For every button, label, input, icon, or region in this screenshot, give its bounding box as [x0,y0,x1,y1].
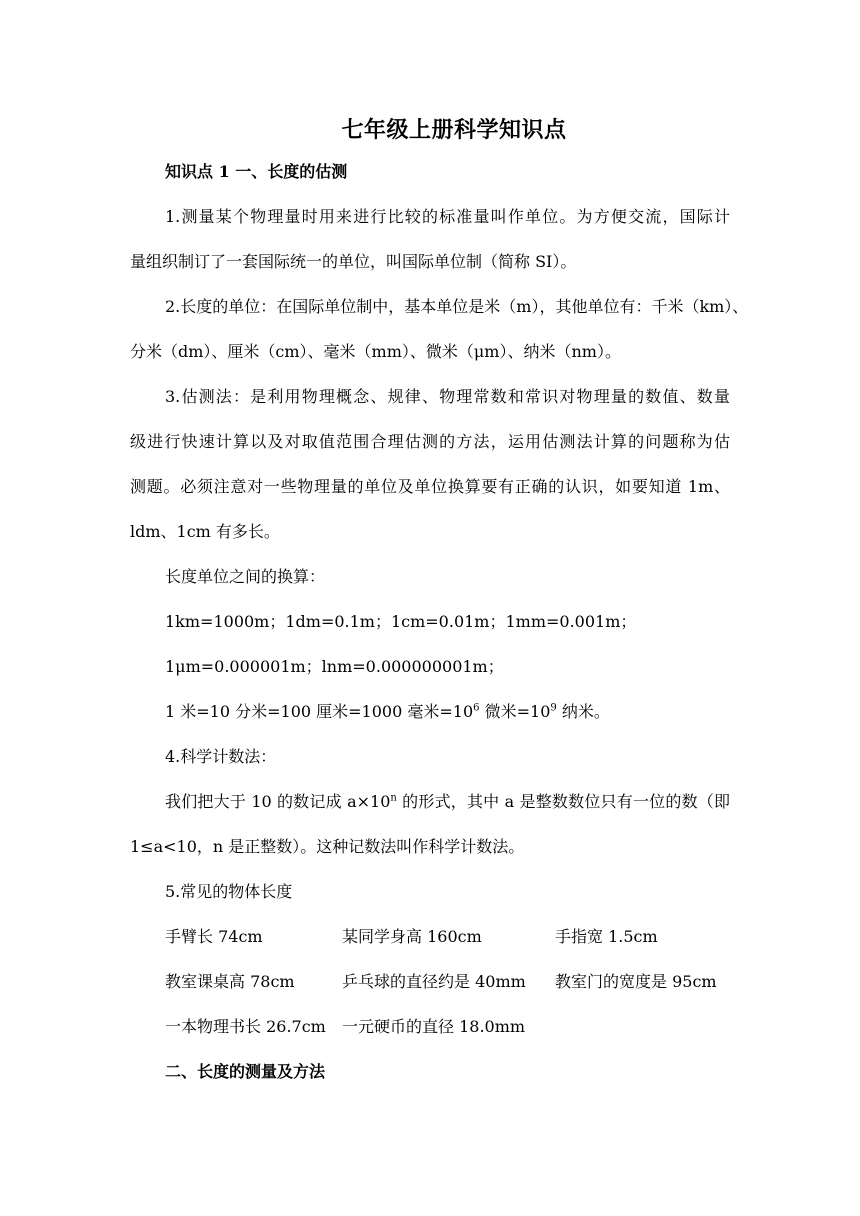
common-length-item: 某同学身高 160cm [342,927,482,946]
section-heading-2: 二、长度的测量及方法 [165,1062,326,1081]
conversion-heading: 长度单位之间的换算： [165,567,326,586]
conversion-line-1: 1km=1000m；1dm=0.1m；1cm=0.01m；1mm=0.001m； [165,612,637,631]
paragraph-2-line-2: 分米（dm）、厘米（cm）、毫米（mm）、微米（μm）、纳米（nm）。 [130,342,621,361]
exponent-6: 6 [473,702,480,714]
scientific-notation-part-1: 我们把大于 10 的数记成 a×10 [165,792,391,811]
common-length-item: 一本物理书长 26.7cm [165,1017,326,1036]
scientific-notation-line-1 [165,791,730,813]
conversion-line-3-part-2: 微米=10 [479,702,551,721]
page-title: 七年级上册科学知识点 [341,117,567,143]
paragraph-1-line-2: 量组织制订了一套国际统一的单位，叫国际单位制（简称 SI）。 [130,252,577,271]
common-length-item: 手臂长 74cm [165,927,263,946]
exponent-n: n [390,792,397,804]
scientific-notation-part-2: 的形式，其中 a 是整数数位只有一位的数（即 [396,792,730,811]
conversion-line-3-part-1: 1 米=10 分米=100 厘米=1000 毫米=10 [165,702,474,721]
paragraph-3-line-2: 级进行快速计算以及对取值范围合理估测的方法，运用估测法计算的问题称为估 [130,432,730,451]
paragraph-3-line-1: 3.估测法：是利用物理概念、规律、物理常数和常识对物理量的数值、数量 [165,387,730,406]
paragraph-2-line-1: 2.长度的单位：在国际单位制中，基本单位是米（m），其他单位有：千米（km）、 [165,297,749,316]
paragraph-3-line-3: 测题。必须注意对一些物理量的单位及单位换算要有正确的认识，如要知道 1m、 [130,477,730,496]
common-length-item: 教室课桌高 78cm [165,972,295,991]
paragraph-3-line-4: ldm、1cm 有多长。 [130,522,280,541]
conversion-line-2: 1μm=0.000001m；lnm=0.000000001m； [165,657,504,676]
exponent-9: 9 [550,702,557,714]
common-length-item: 乒乓球的直径约是 40mm [342,972,526,991]
conversion-line-3 [165,701,610,723]
paragraph-1-line-1: 1.测量某个物理量时用来进行比较的标准量叫作单位。为方便交流，国际计 [165,207,730,226]
common-length-item: 一元硬币的直径 18.0mm [342,1017,526,1036]
common-length-item: 手指宽 1.5cm [555,927,658,946]
scientific-notation-heading: 4.科学计数法： [165,747,277,766]
common-length-item: 教室门的宽度是 95cm [555,972,717,991]
conversion-line-3-part-3: 纳米。 [556,702,610,721]
section-heading-1: 知识点 1 一、长度的估测 [165,162,348,181]
scientific-notation-line-2: 1≤a<10，n 是正整数）。这种记数法叫作科学计数法。 [130,837,525,856]
common-lengths-heading: 5.常见的物体长度 [165,882,293,901]
